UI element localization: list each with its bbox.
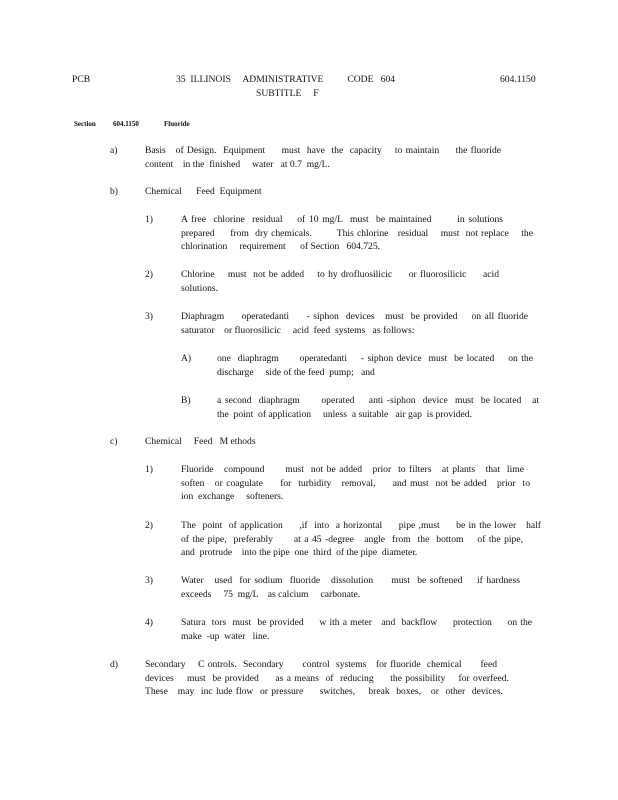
item-c4-line2: make -up water line. bbox=[181, 630, 270, 642]
item-b2-text bbox=[181, 268, 499, 295]
item-b3-line2: saturator or fluorosilicic acid feed systems as follows: bbox=[181, 324, 415, 336]
item-b3A-marker: A) bbox=[181, 353, 192, 364]
item-c2-line2: of the pipe, preferably at a 45 -degree angle from the bottom of the pipe, bbox=[181, 533, 523, 545]
item-a-line2: content in the finished water at 0.7 mg/L. bbox=[145, 158, 330, 170]
item-b1-line1: A free chlorine residual of 10 mg/L must be maintained in solutions bbox=[181, 214, 503, 225]
header-left: PCB bbox=[72, 74, 91, 85]
item-c1-line2: soften or coagulate for turbidity removal, and must not be added prior to bbox=[181, 477, 530, 489]
item-b3B-text bbox=[217, 394, 539, 421]
item-c3-line2: exceeds 75 mg/L as calcium carbonate. bbox=[181, 588, 361, 600]
item-c4-line1: Satura tors must be provided w ith a meter and backflow protection on the bbox=[181, 617, 532, 628]
header-right: 604.1150 bbox=[500, 74, 536, 85]
item-b-marker: b) bbox=[110, 186, 118, 197]
item-b3B-marker: B) bbox=[181, 395, 191, 406]
item-c-marker: c) bbox=[110, 436, 118, 447]
item-c1-marker: 1) bbox=[145, 464, 153, 475]
section-title: Fluoride bbox=[164, 120, 190, 128]
item-c3-line1: Water used for sodium fluoride dissolution must be softened if hardness bbox=[181, 575, 520, 586]
item-c2-line3: and protrude into the pipe one third of the pipe diameter. bbox=[181, 547, 418, 558]
header-center-line1: 35 ILLINOIS ADMINISTRATIVE CODE 604 bbox=[176, 74, 396, 85]
item-c1-line1: Fluoride compound must not be added prior to filters at plants that lime bbox=[181, 464, 524, 475]
item-b2-marker: 2) bbox=[145, 269, 153, 280]
item-c3-text bbox=[181, 574, 520, 601]
item-c3-marker: 3) bbox=[145, 575, 153, 586]
item-b2-line2: solutions. bbox=[181, 282, 219, 294]
item-a-marker: a) bbox=[110, 145, 118, 156]
item-d-marker: d) bbox=[110, 659, 118, 670]
item-a-text bbox=[145, 144, 501, 171]
item-c2-line1: The point of application ,if into a horizontal pipe ,must be in the lower half bbox=[181, 520, 541, 531]
item-c1-text bbox=[181, 463, 530, 504]
item-c2-marker: 2) bbox=[145, 520, 153, 531]
item-d-line2: devices must be provided as a means of reducing the possibility for overfeed. bbox=[145, 672, 509, 684]
item-b3A-text bbox=[217, 352, 533, 379]
item-b3B-line1: a second diaphragm operated anti -siphon device must be located at bbox=[217, 395, 539, 406]
item-b1-line2: prepared from dry chemicals. This chlorine residual must not replace the bbox=[181, 227, 533, 239]
item-c2-text bbox=[181, 519, 541, 560]
item-b3B-line2: the point of application unless a suitable air gap is provided. bbox=[217, 408, 472, 420]
item-d-line1: Secondary C ontrols. Secondary control systems for fluoride chemical feed bbox=[145, 659, 497, 670]
item-c-heading: Chemical Feed M ethods bbox=[145, 436, 256, 447]
item-b-heading: Chemical Feed Equipment bbox=[145, 186, 262, 197]
header-center-line2: SUBTITLE F bbox=[256, 88, 319, 99]
item-b1-line3: chlorination requirement of Section 604.725. bbox=[181, 241, 381, 252]
item-c4-marker: 4) bbox=[145, 617, 153, 628]
item-c4-text bbox=[181, 616, 532, 643]
item-d-text bbox=[145, 658, 509, 699]
item-b1-marker: 1) bbox=[145, 214, 153, 225]
item-b3-text bbox=[181, 310, 528, 337]
item-b3-line1: Diaphragm operatedanti - siphon devices must be provided on all fluoride bbox=[181, 311, 528, 322]
section-label: Section bbox=[74, 120, 96, 128]
item-d-line3: These may inc lude flow or pressure switches, break boxes, or other devices. bbox=[145, 686, 503, 697]
section-number: 604.1150 bbox=[113, 120, 139, 128]
item-b1-text bbox=[181, 213, 533, 254]
item-b3-marker: 3) bbox=[145, 311, 153, 322]
item-c1-line3: ion exchange softeners. bbox=[181, 491, 284, 502]
item-b2-line1: Chlorine must not be added to hy drofluosilicic or fluorosilicic acid bbox=[181, 269, 499, 280]
item-b3A-line1: one diaphragm operatedanti - siphon device must be located on the bbox=[217, 353, 533, 364]
item-b3A-line2: discharge side of the feed pump; and bbox=[217, 366, 375, 378]
item-a-line1: Basis of Design. Equipment must have the capacity to maintain the fluoride bbox=[145, 145, 501, 156]
